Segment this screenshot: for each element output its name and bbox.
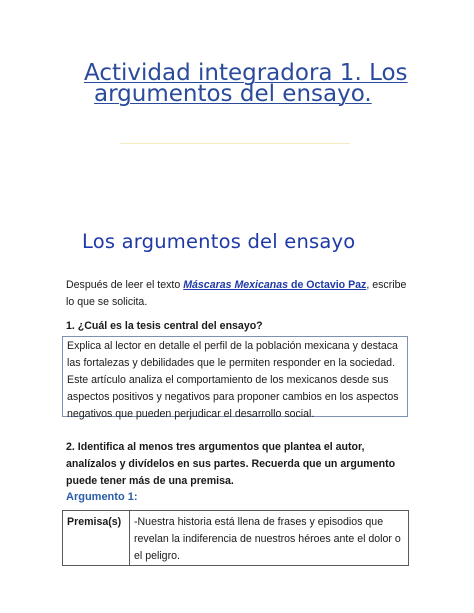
argument-1-table [62,510,409,566]
intro-prefix: Después de leer el texto [66,279,184,291]
question-1: 1. ¿Cuál es la tesis central del ensayo? [66,320,263,332]
header-title-line-2: argumentos del ensayo. [94,81,372,107]
separator-line [120,143,350,144]
book-author: de Octavio Paz [288,279,367,291]
question-2: 2. Identifica al menos tres argumentos que plantea el autor, analízalos y divídelos en sus partes. Recuerda que un argumento puede tener más de una premisa. [66,441,396,487]
main-heading: Los argumentos del ensayo [82,230,356,253]
book-title: Máscaras Mexicanas [183,279,289,291]
intro-paragraph [66,277,411,311]
intro-suffix: , escribe lo que se solicita. [66,279,407,308]
answer-1-box: Explica al lector en detalle el perfil de la población mexicana y destaca las fortalezas y debilidades que le permiten responder en la sociedad. Este artículo analiza el comportamiento de los mexicanos desde sus aspectos positivos y negativos para proponer cambios en los aspectos negativos que pueden perjudicar el desarrollo social. [62,336,408,417]
table-row [63,511,409,566]
header-title-line-1: Actividad integradora 1. Los [84,60,408,86]
book-title-link[interactable] [183,279,366,291]
document-header-title [84,60,414,107]
argument-1-label: Argumento 1: [66,491,138,503]
premise-value-cell: -Nuestra historia está llena de frases y episodios que revelan la indiferencia de nuestros héroes ante el dolor o el peligro. [130,511,409,566]
premise-label-cell: Premisa(s) [63,511,130,566]
